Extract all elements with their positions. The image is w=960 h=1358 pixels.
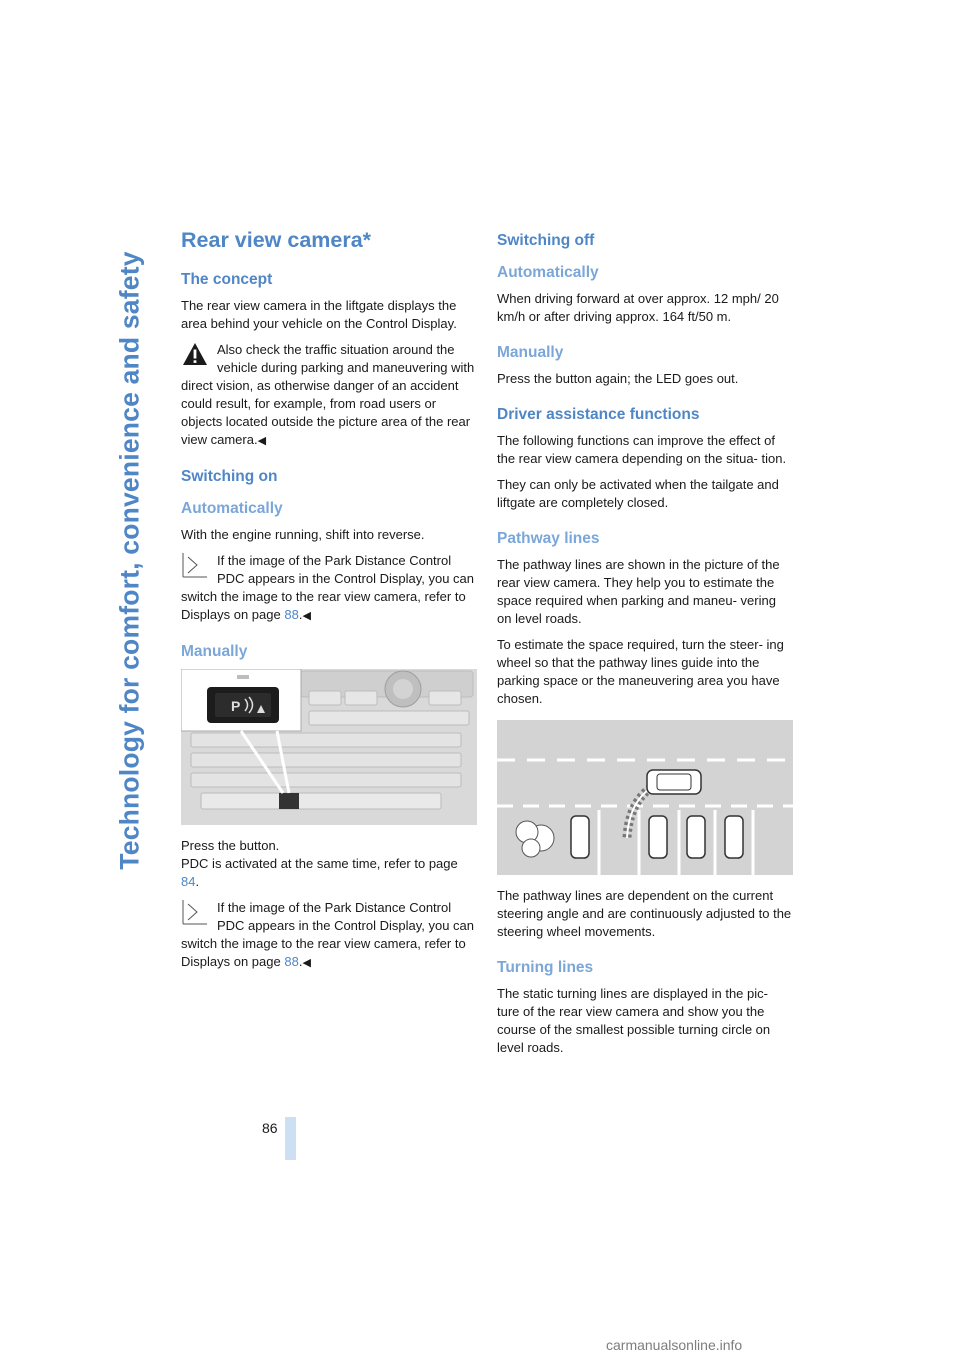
driver-assist-p2: They can only be activated when the tailgate and liftgate are completely closed. (497, 477, 779, 510)
pdc-text: PDC is activated at the same time, refer to page 84. (181, 856, 458, 889)
switching-off-heading: Switching off (497, 232, 595, 249)
end-mark: ◀ (257, 435, 267, 447)
right-column (497, 228, 793, 1065)
end-mark: ◀ (302, 610, 311, 622)
driver-assist-heading: Driver assistance functions (497, 406, 700, 423)
pathway-p2: To estimate the space required, turn the steer- ing wheel so that the pathway lines guide into the parking space or the maneuvering area you have chosen. (497, 637, 784, 706)
turning-heading: Turning lines (497, 959, 594, 976)
switching-off-manual-heading: Manually (497, 344, 564, 361)
page-title: Rear view camera* (181, 228, 372, 252)
concept-heading: The concept (181, 271, 273, 288)
switching-on-manual-heading: Manually (181, 643, 248, 660)
switching-off-manual-body: Press the button again; the LED goes out. (497, 371, 739, 386)
end-mark: ◀ (302, 957, 311, 969)
warning-triangle-icon (181, 341, 209, 367)
switching-on-auto-heading: Automatically (181, 500, 283, 517)
driver-assist-p1: The following functions can improve the effect of the rear view camera depending on the situa- tion. (497, 433, 787, 466)
turning-body: The static turning lines are displayed in the pic- ture of the rear view camera and show you the course of the smallest possible turning circle on level roads. (497, 986, 771, 1055)
dashboard-button-illustration (181, 669, 477, 825)
info-note-auto: If the image of the Park Distance Control PDC appears in the Control Display, you can switch the image to the rear view camera, refer to Displays on page 88.◀ (181, 553, 474, 622)
sidebar-title: Technology for comfort, convenience and safety (114, 250, 145, 870)
footer-watermark: carmanualsonline.info (606, 1337, 743, 1353)
manual-note-text: If the image of the Park Distance Control PDC appears in the Control Display, you can switch the image to the rear view camera, refer to Displays on page (181, 900, 474, 969)
switching-on-heading: Switching on (181, 468, 278, 485)
switching-off-auto-heading: Automatically (497, 264, 599, 281)
pathway-heading: Pathway lines (497, 530, 600, 547)
left-column (181, 228, 477, 980)
auto-note-text: If the image of the Park Distance Control PDC appears in the Control Display, you can switch the image to the rear view camera, refer to Displays on page (181, 553, 474, 622)
press-button-text: Press the button. (181, 838, 280, 853)
switching-on-auto-body: With the engine running, shift into reverse. (181, 527, 425, 542)
warning-note (181, 341, 477, 450)
page-link-88[interactable]: 88 (284, 607, 299, 622)
warning-text: Also check the traffic situation around the vehicle during parking and maneuvering with direct vision, as otherwise danger of an accident could result, for example, from road users or objects located outside the picture area of the rear view camera. (181, 342, 475, 447)
concept-body: The rear view camera in the liftgate displays the area behind your vehicle on the Control Display. (181, 298, 457, 331)
pdc-button-label: P (231, 698, 241, 714)
info-note-manual: If the image of the Park Distance Control PDC appears in the Control Display, you can switch the image to the rear view camera, refer to Displays on page 88.◀ (181, 900, 474, 969)
note-arrow-icon (181, 899, 209, 925)
page-link-84[interactable]: 84 (181, 874, 196, 889)
page-link-88[interactable]: 88 (284, 954, 299, 969)
switching-off-auto-body: When driving forward at over approx. 12 mph/ 20 km/h or after driving approx. 164 ft/50 m. (497, 291, 779, 324)
note-arrow-icon (181, 552, 209, 578)
pathway-p3: The pathway lines are dependent on the current steering angle and are continuously adjusted to the steering wheel movements. (497, 888, 792, 939)
parking-pathway-illustration (497, 720, 793, 875)
pathway-p1: The pathway lines are shown in the picture of the rear view camera. They help you to estimate the space required when parking and maneu- vering on level roads. (497, 557, 780, 626)
page-number-bar (285, 1117, 296, 1160)
page-number: 86 (262, 1120, 278, 1136)
